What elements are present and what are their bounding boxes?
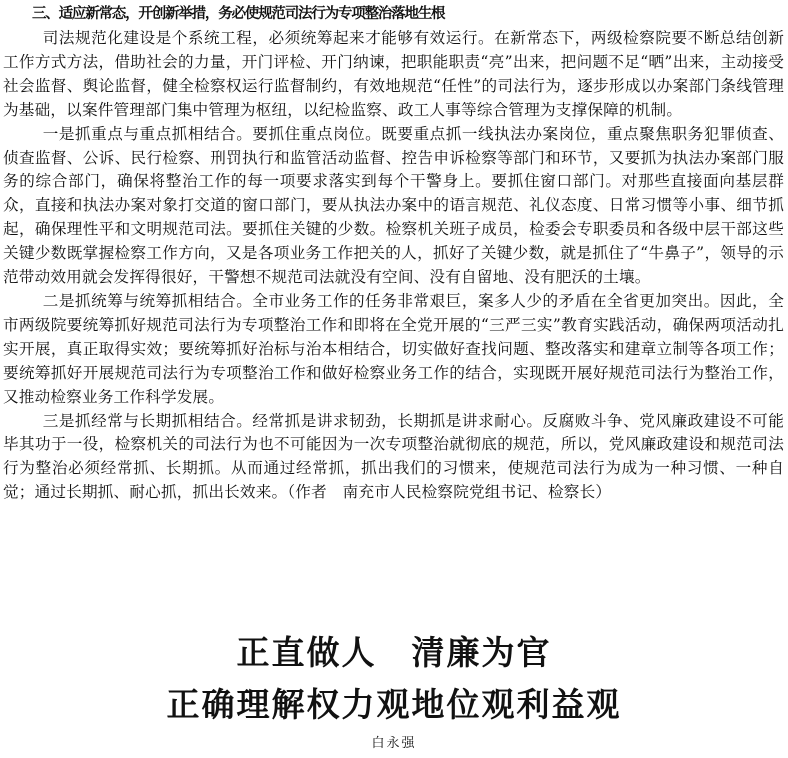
article-title-line-1: 正直做人 清廉为官 [236,633,552,672]
section-heading: 三、适应新常态，开创新举措，务必使规范司法行为专项整治落地生根 [32,6,445,22]
paragraph-point-two: 二是抓统筹与统筹抓相结合。全市业务工作的任务非常艰巨，案多人少的矛盾在全省更加突出。因此，全市两级院要统筹抓好规范司法行为专项整治工作和即将在全党开展的“三严三实”教育实践活动，确保两项活动扎实开展，真正取得实效；要统筹抓好治标与治本相结合，切实做好查找问题、整改落实和建章立制等各项工作；要统筹抓好开展规范司法行为专项整治工作和做好检察业务工作的结合，实现既开展好规范司法行为整治工作，又推动检察业务工作科学发展。 [3,291,784,406]
paragraph-intro: 司法规范化建设是个系统工程，必须统筹起来才能够有效运行。在新常态下，两级检察院要不断总结创新工作方式方法，借助社会的力量，开门评检、开门纳谏，把职能职责“亮”出来，把问题不足“晒”出来，主动接受社会监督、舆论监督，健全检察权运行监督制约，有效地规范“任性”的司法行为，逐步形成以办案部门条线管理为基础，以案件管理部门集中管理为枢纽，以纪检监察、政工人事等综合管理为支撑保障的机制。 [3,29,784,119]
paragraph-point-three: 三是抓经常与长期抓相结合。经常抓是讲求韧劲，长期抓是讲求耐心。反腐败斗争、党风廉政建设不可能毕其功于一役，检察机关的司法行为也不可能因为一次专项整治就彻底的规范，所以，党风廉政建设和规范司法行为整治必须经常抓、长期抓。从而通过经常抓，抓出我们的习惯来，使规范司法行为成为一种习惯、一种自觉；通过长期抓、耐心抓，抓出长效来。（作者 南充市人民检察院党组书记、检察长） [3,411,784,502]
article-title-line-2: 正确理解权力观地位观利益观 [166,685,622,724]
paragraph-point-one: 一是抓重点与重点抓相结合。要抓住重点岗位。既要重点抓一线执法办案岗位，重点聚焦职务犯罪侦查、侦查监督、公诉、民行检察、刑罚执行和监管活动监督、控告申诉检察等部门和环节，又要抓为执法办案部门服务的综合部门，确保将整治工作的每一项要求落实到每个干警身上。要抓住窗口部门。对那些直接面向基层群众，直接和执法办案对象打交道的窗口部门，要从执法办案中的语言规范、礼仪态度、日常习惯等小事、细节抓起，确保理性平和文明规范司法。要抓住关键的少数。检察机关班子成员，检委会专职委员和各级中层干部这些关键少数既掌握检察工作方向，又是各项业务工作把关的人，抓好了关键少数，就是抓住了“牛鼻子”，领导的示范带动效用就会发挥得很好，干警想不规范司法就没有空间、没有自留地、没有肥沃的土壤。 [3,124,784,287]
article-body [3,27,784,505]
article-author: 白永强 [371,736,417,751]
